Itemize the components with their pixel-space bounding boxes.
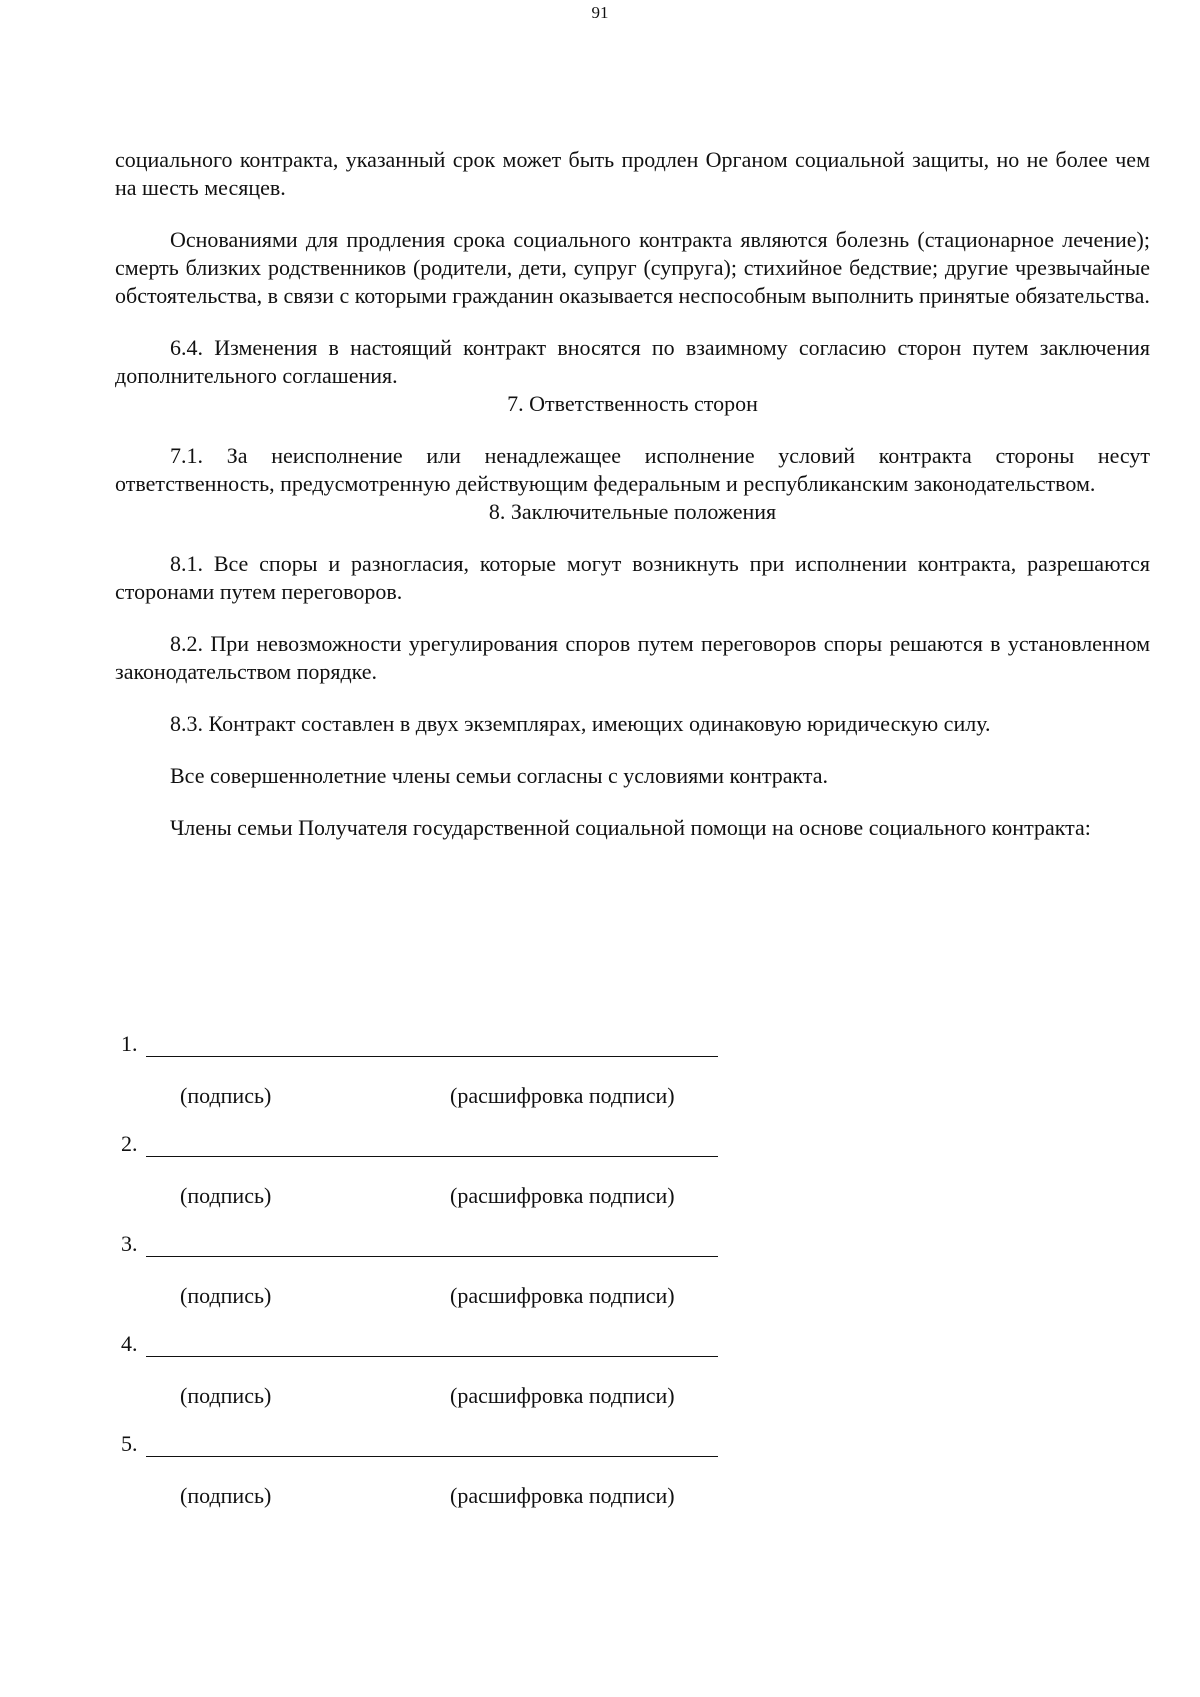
signature-line [146, 1156, 718, 1157]
signature-row-2 [115, 1130, 735, 1230]
signature-decoding-caption: (расшифровка подписи) [450, 1283, 675, 1308]
paragraph-8-3: 8.3. Контракт составлен в двух экземплярах, имеющих одинаковую юридическую силу. [170, 711, 991, 736]
paragraph-6-4: 6.4. Изменения в настоящий контракт вносятся по взаимному согласию сторон путем заключения дополнительного соглашения. [115, 335, 1150, 388]
section-heading-8: 8. Заключительные положения [488, 499, 777, 524]
signature-number: 2. [121, 1131, 138, 1156]
page-number: 91 [591, 3, 609, 22]
paragraph-extension-grounds: Основаниями для продления срока социального контракта являются болезнь (стационарное лечение); смерть близких родственников (родители, дети, супруг (супруга); стихийное бедствие; другие чрезвычайные обстоятельства, в связи с которыми гражданин оказывается неспособным выполнить принятые обязательства. [115, 227, 1150, 308]
signature-list [115, 1030, 735, 1530]
signature-line [146, 1456, 718, 1457]
paragraph-family-members: Члены семьи Получателя государственной социальной помощи на основе социального контракта: [170, 815, 1091, 840]
signature-number: 5. [121, 1431, 138, 1456]
paragraph-7-1: 7.1. За неисполнение или ненадлежащее исполнение условий контракта стороны несут ответственность, предусмотренную действующим федеральным и республиканским законодательством. [115, 443, 1150, 496]
signature-caption: (подпись) [180, 1383, 272, 1408]
signature-decoding-caption: (расшифровка подписи) [450, 1183, 675, 1208]
signature-line [146, 1256, 718, 1257]
signature-row-1 [115, 1030, 735, 1130]
paragraph-family-consent: Все совершеннолетние члены семьи согласны с условиями контракта. [170, 763, 829, 788]
signature-number: 4. [121, 1331, 138, 1356]
signature-decoding-caption: (расшифровка подписи) [450, 1083, 675, 1108]
signature-row-4 [115, 1330, 735, 1430]
paragraph-term-extension: социального контракта, указанный срок может быть продлен Органом социальной защиты, но не более чем на шесть месяцев. [115, 147, 1150, 200]
signature-caption: (подпись) [180, 1283, 272, 1308]
signature-caption: (подпись) [180, 1183, 272, 1208]
paragraph-8-1: 8.1. Все споры и разногласия, которые могут возникнуть при исполнении контракта, разрешаются сторонами путем переговоров. [115, 551, 1150, 604]
signature-caption: (подпись) [180, 1083, 272, 1108]
signature-line [146, 1056, 718, 1057]
section-heading-7: 7. Ответственность сторон [507, 391, 758, 416]
signature-line [146, 1356, 718, 1357]
signature-decoding-caption: (расшифровка подписи) [450, 1483, 675, 1508]
signature-row-5 [115, 1430, 735, 1530]
signature-decoding-caption: (расшифровка подписи) [450, 1383, 675, 1408]
signature-number: 1. [121, 1031, 138, 1056]
paragraph-8-2: 8.2. При невозможности урегулирования споров путем переговоров споры решаются в установленном законодательством порядке. [115, 631, 1150, 684]
signature-number: 3. [121, 1231, 138, 1256]
signature-caption: (подпись) [180, 1483, 272, 1508]
document-body [115, 146, 1150, 842]
signature-row-3 [115, 1230, 735, 1330]
